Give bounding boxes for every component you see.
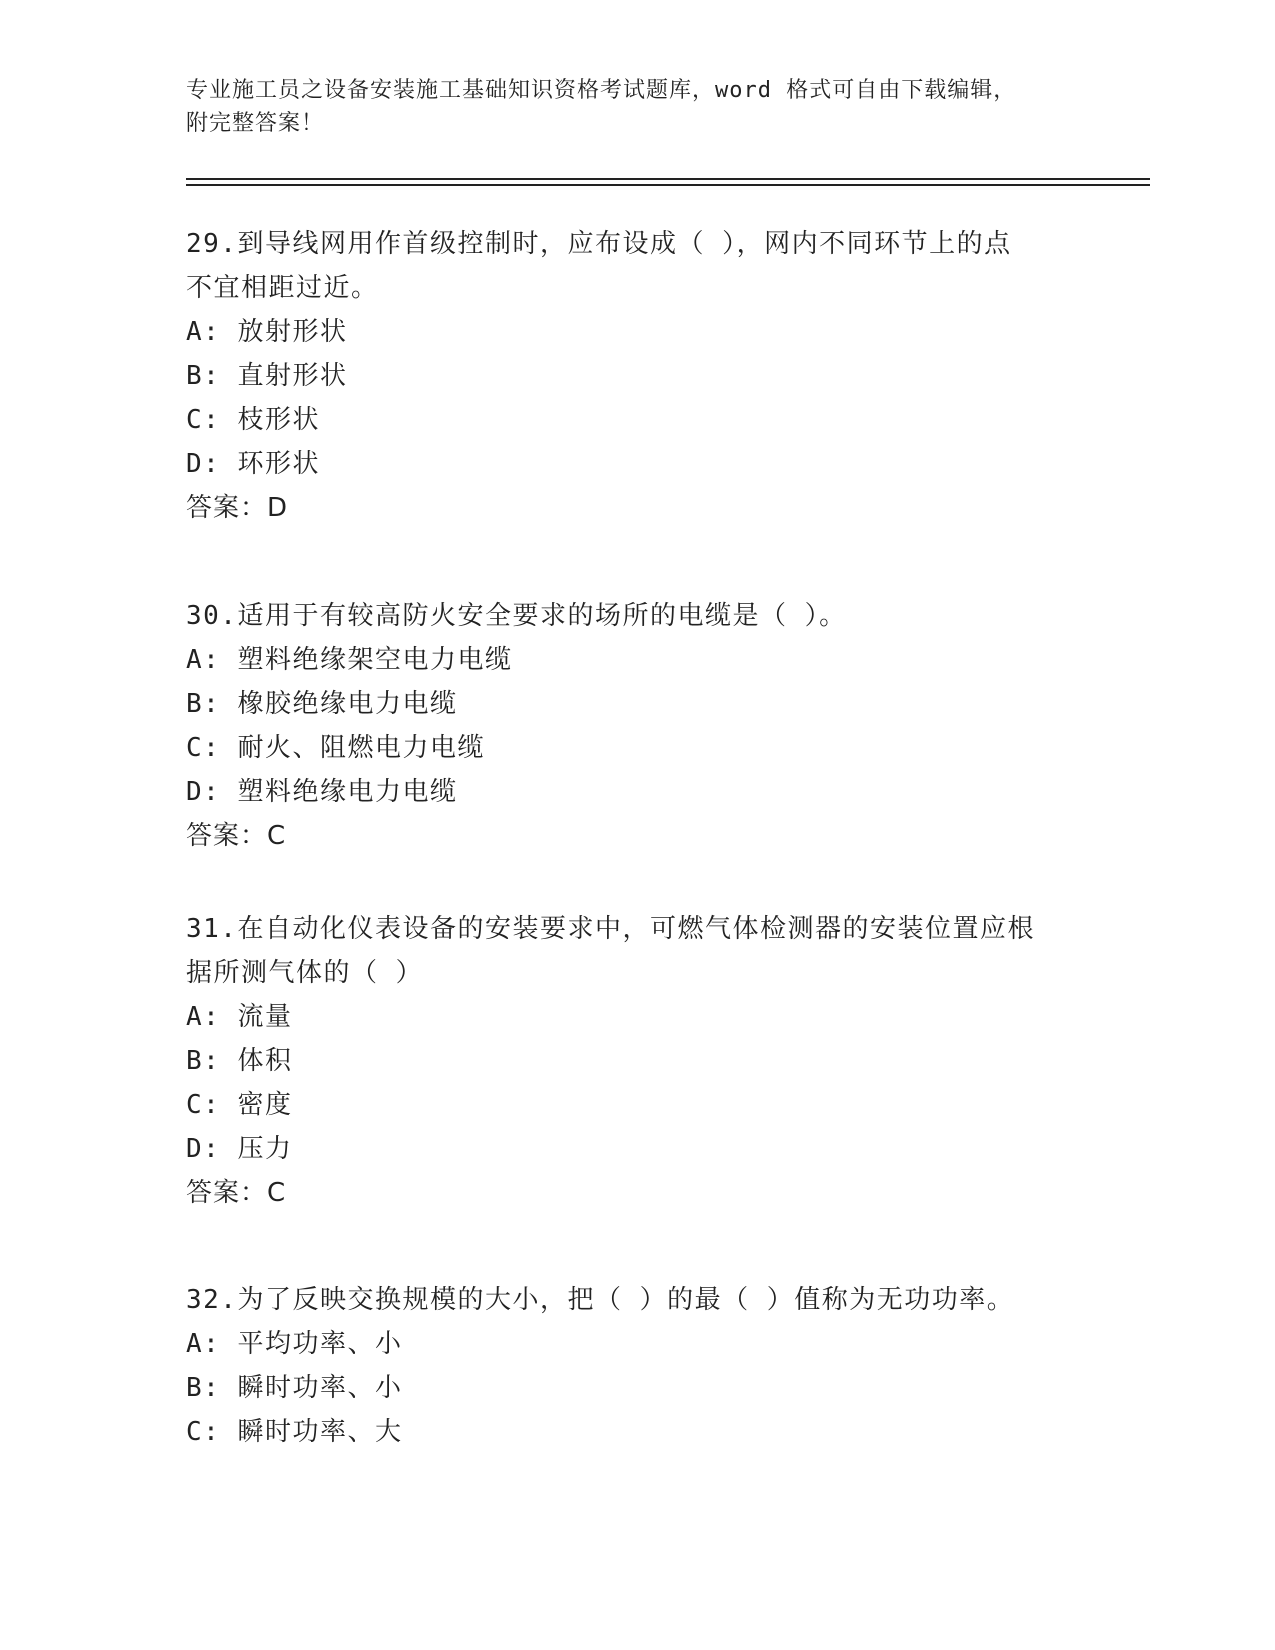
option-d: D: 环形状 bbox=[186, 449, 320, 479]
option-a: A: 流量 bbox=[186, 1002, 293, 1032]
question-stem-line: 31.在自动化仪表设备的安装要求中，可燃气体检测器的安装位置应根 bbox=[186, 914, 1035, 944]
question-stem-line: 32.为了反映交换规模的大小，把（ ）的最（ ）值称为无功功率。 bbox=[186, 1285, 1015, 1315]
option-c: C: 瞬时功率、大 bbox=[186, 1417, 403, 1447]
question-stem-line: 29.到导线网用作首级控制时，应布设成（ ），网内不同环节上的点 bbox=[186, 229, 1012, 259]
option-c: C: 耐火、阻燃电力电缆 bbox=[186, 733, 485, 763]
option-b: B: 体积 bbox=[186, 1046, 293, 1076]
option-d: D: 压力 bbox=[186, 1134, 293, 1164]
question-stem-line: 据所测气体的（ ） bbox=[186, 958, 424, 988]
option-c: C: 枝形状 bbox=[186, 405, 320, 435]
option-b: B: 直射形状 bbox=[186, 361, 348, 391]
option-a: A: 平均功率、小 bbox=[186, 1329, 403, 1359]
header-divider-bottom bbox=[186, 184, 1150, 186]
answer: 答案：D bbox=[186, 493, 289, 523]
option-b: B: 橡胶绝缘电力电缆 bbox=[186, 689, 458, 719]
answer: 答案：C bbox=[186, 821, 287, 851]
option-b: B: 瞬时功率、小 bbox=[186, 1373, 403, 1403]
option-a: A: 塑料绝缘架空电力电缆 bbox=[186, 645, 513, 675]
answer: 答案：C bbox=[186, 1178, 287, 1208]
option-d: D: 塑料绝缘电力电缆 bbox=[186, 777, 458, 807]
question-stem-line: 不宜相距过近。 bbox=[186, 273, 379, 303]
header-line-1: 专业施工员之设备安装施工基础知识资格考试题库，word 格式可自由下载编辑， bbox=[186, 78, 1017, 103]
header-divider-top bbox=[186, 178, 1150, 180]
question-stem-line: 30.适用于有较高防火安全要求的场所的电缆是（ ）。 bbox=[186, 601, 847, 631]
header-line-2: 附完整答案！ bbox=[186, 111, 325, 136]
option-a: A: 放射形状 bbox=[186, 317, 348, 347]
document-header bbox=[186, 74, 1066, 140]
option-c: C: 密度 bbox=[186, 1090, 293, 1120]
